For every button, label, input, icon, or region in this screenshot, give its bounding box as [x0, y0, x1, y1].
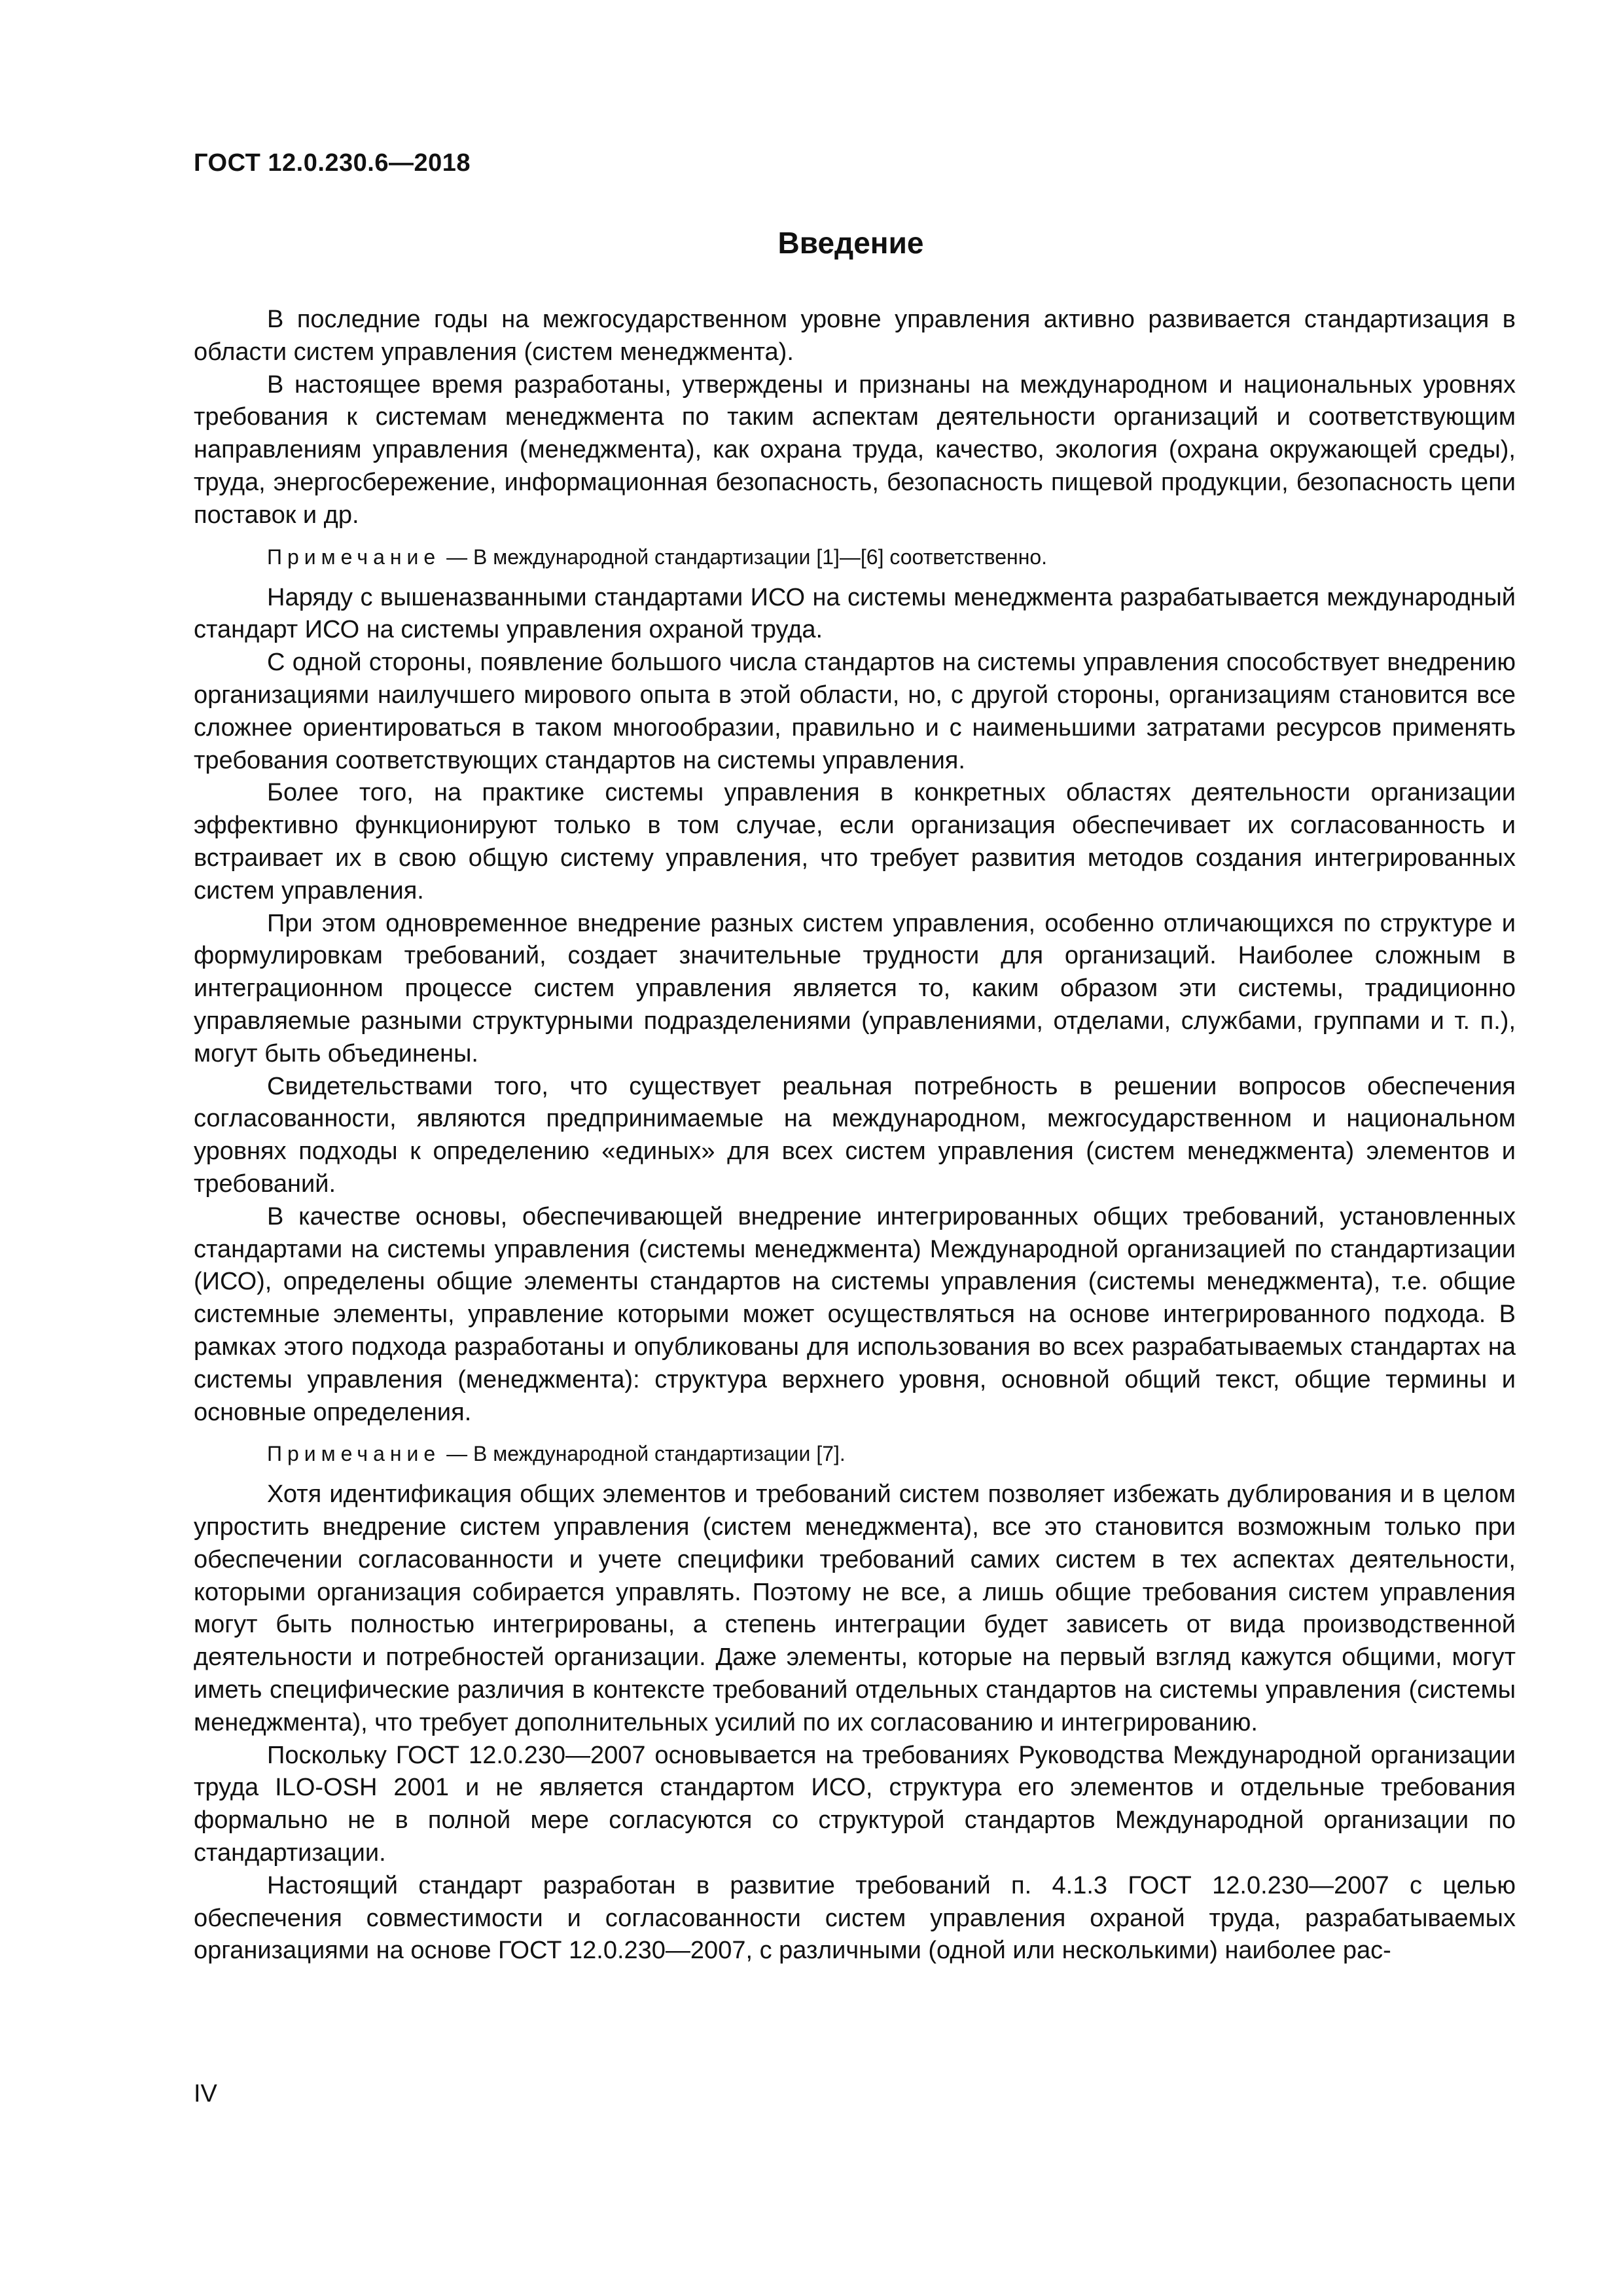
- paragraph: Поскольку ГОСТ 12.0.230—2007 основывается на требованиях Руководства Международной организации труда ILO-OSH 2001 и не является стандартом ИСО, структура его элементов и отдельные требования формально не в полной мере согласуются со структурой стандартов Международной организации по стандартизации.: [194, 1741, 1516, 1867]
- note: [194, 1437, 1516, 1471]
- note-label: Примечание: [267, 1442, 441, 1466]
- note-text: — В международной стандартизации [1]—[6] соответственно.: [440, 545, 1048, 569]
- paragraph: Наряду с вышеназванными стандартами ИСО на системы менеджмента разрабатывается международный стандарт ИСО на системы управления охраной труда.: [194, 583, 1516, 644]
- paragraph: Настоящий стандарт разработан в развитие требований п. 4.1.3 ГОСТ 12.0.230—2007 с целью обеспечения совместимости и согласованности систем управления охраной труда, разрабатываемых организациями на основе ГОСТ 12.0.230—2007, с различными (одной или несколькими) наиболее рас-: [194, 1871, 1516, 1965]
- paragraph: С одной стороны, появление большого числа стандартов на системы управления способствует внедрению организациями наилучшего мирового опыта в этой области, но, с другой стороны, организациям становится все сложнее ориентироваться в таком многообразии, правильно и с наименьшими затратами ресурсов применять требования соответствующих стандартов на системы управления.: [194, 649, 1516, 774]
- paragraph: В настоящее время разработаны, утверждены и признаны на международном и национальных уровнях требования к системам менеджмента по таким аспектам деятельности организаций и соответствующим направлениям управления (менеджмента), как охрана труда, качество, экология (охрана окружающей среды), труда, энергосбережение, информационная безопасность, безопасность пищевой продукции, безопасность цепи поставок и др.: [194, 370, 1516, 529]
- note-label: Примечание: [267, 545, 441, 569]
- section-title: Введение: [777, 226, 924, 260]
- paragraph: В качестве основы, обеспечивающей внедрение интегрированных общих требований, установленных стандартами на системы управления (системы менеджмента) Международной организацией по стандартизации (ИСО), определены общие элементы стандартов на системы управления (системы менеджмента), т.е. общие системные элементы, управление которыми может осуществляться на основе интегрированного подхода. В рамках этого подхода разработаны и опубликованы для использования во всех разрабатываемых стандартах на системы управления (менеджмента): структура верхнего уровня, основной общий текст, общие термины и основные определения.: [194, 1202, 1516, 1426]
- paragraph: Более того, на практике системы управления в конкретных областях деятельности организации эффективно функционируют только в том случае, если организация обеспечивает их согласованность и встраивает их в свою общую систему управления, что требует развития методов создания интегрированных систем управления.: [194, 779, 1516, 905]
- note-text: — В международной стандартизации [7].: [440, 1442, 846, 1466]
- document-code: ГОСТ 12.0.230.6—2018: [194, 149, 471, 177]
- paragraph: При этом одновременное внедрение разных систем управления, особенно отличающихся по структуре и формулировкам требований, создает значительные трудности для организаций. Наиболее сложным в интеграционном процессе систем управления является то, каким образом эти системы, традиционно управляемые разными структурными подразделениями (управлениями, отделами, службами, группами и т. п.), могут быть объединены.: [194, 909, 1516, 1067]
- page-number: IV: [194, 2080, 217, 2108]
- body-text: [194, 304, 1516, 1967]
- paragraph: В последние годы на межгосударственном уровне управления активно развивается стандартизация в области систем управления (систем менеджмента).: [194, 306, 1516, 366]
- paragraph: Хотя идентификация общих элементов и требований систем позволяет избежать дублирования и в целом упростить внедрение систем управления (систем менеджмента), все это становится возможным только при обеспечении согласованности и учете специфики требований самих систем в тех аспектах деятельности, которыми организация собирается управлять. Поэтому не все, а лишь общие требования систем управления могут быть полностью интегрированы, а степень интеграции будет зависеть от вида производственной деятельности и потребностей организации. Даже элементы, которые на первый взгляд кажутся общими, могут иметь специфические различия в контексте требований отдельных стандартов на системы управления (системы менеджмента), что требует дополнительных усилий по их согласованию и интегрированию.: [194, 1480, 1516, 1736]
- note: [194, 540, 1516, 574]
- paragraph: Свидетельствами того, что существует реальная потребность в решении вопросов обеспечения согласованности, являются предпринимаемые на международном, межгосударственном и национальном уровнях подходы к определению «единых» для всех систем управления (систем менеджмента) элементов и требований.: [194, 1072, 1516, 1198]
